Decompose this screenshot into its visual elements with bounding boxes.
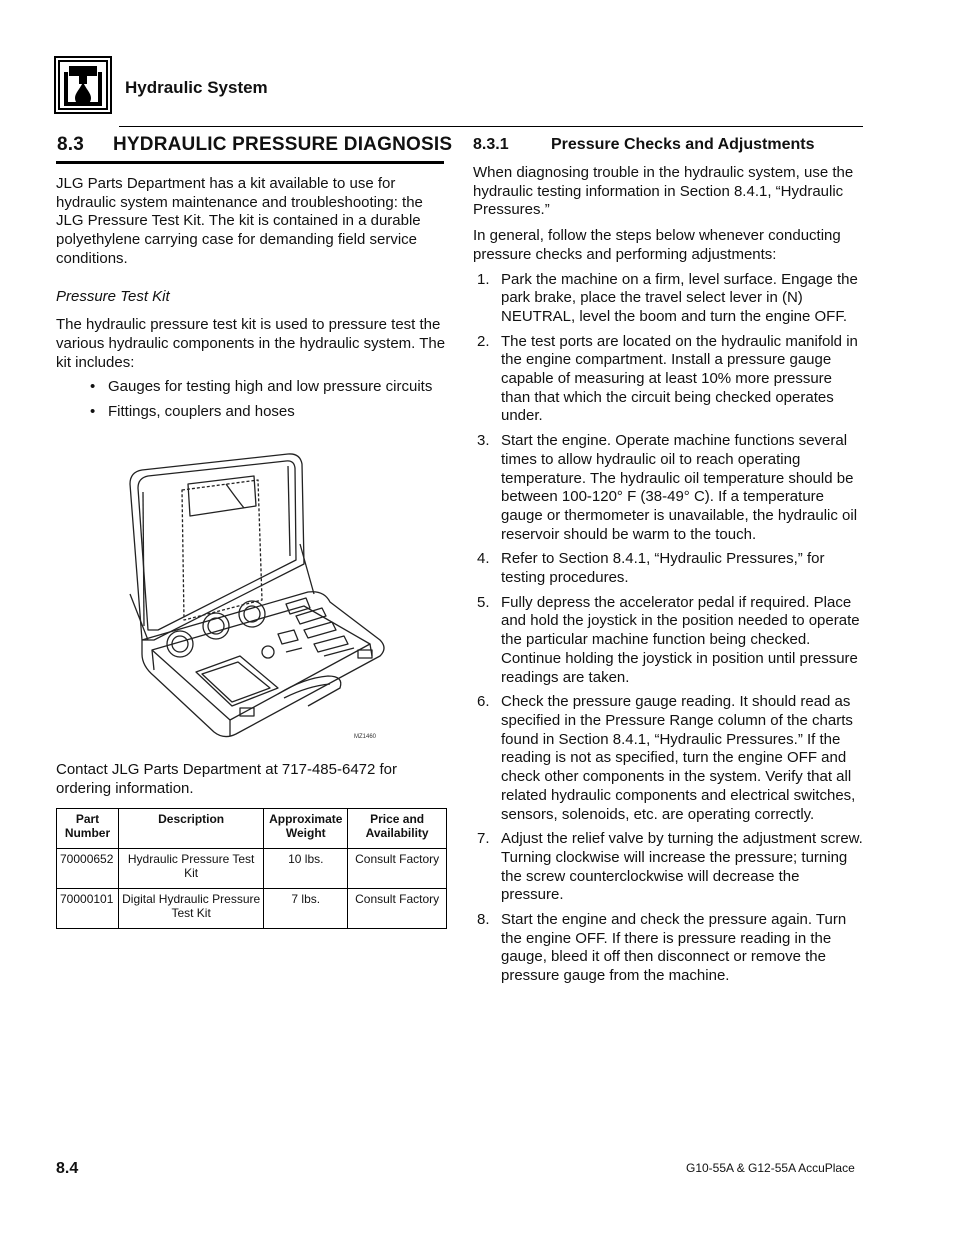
parts-table <box>56 808 447 929</box>
table-cell: Consult Factory <box>348 889 447 929</box>
column-header: Price and Availability <box>348 809 447 849</box>
list-item <box>473 550 863 587</box>
step-number: 7. <box>477 830 490 848</box>
step-text: Adjust the relief valve by turning the adjustment screw. Turning clockwise will increase the pressure; turning the screw counterclockwise will decrease the pressure. <box>501 830 863 904</box>
subsection-number: 8.3.1 <box>473 136 509 153</box>
document-title: G10-55A & G12-55A AccuPlace <box>686 1161 855 1175</box>
list-item <box>473 333 863 427</box>
table-row <box>57 889 447 929</box>
column-header: Description <box>118 809 263 849</box>
table-cell: 7 lbs. <box>264 889 348 929</box>
hydraulic-cylinder-oil-drop-icon <box>56 58 110 112</box>
step-number: 2. <box>477 332 490 350</box>
table-cell: 70000101 <box>57 889 119 929</box>
pressure-test-kit-figure <box>118 444 390 746</box>
header-title: Hydraulic System <box>125 78 268 97</box>
step-number: 6. <box>477 693 490 711</box>
procedure-steps-list <box>473 271 863 986</box>
table-cell: 70000652 <box>57 849 119 889</box>
table-cell: Hydraulic Pressure Test Kit <box>118 849 263 889</box>
page-number: 8.4 <box>56 1160 79 1177</box>
subsection-title: Pressure Checks and Adjustments <box>551 136 815 153</box>
list-item <box>473 594 863 688</box>
step-number: 1. <box>477 270 490 288</box>
step-text: Start the engine. Operate machine functions several times to allow hydraulic oil to reach operating temperature. The hydraulic oil temperature should be between 100-120° F (38-49° C). If a temperature gauge or thermometer is unavailable, the hydraulic oil reservoir should be warm to the touch. <box>501 432 858 543</box>
subsection-paragraph: In general, follow the steps below whenever conducting pressure checks and performing adjustments: <box>473 227 841 263</box>
kit-heading: Pressure Test Kit <box>56 287 170 305</box>
list-item <box>473 432 863 544</box>
step-text: The test ports are located on the hydraulic manifold in the engine compartment. Install a pressure gauge capable of measuring at least 10% more pressure than that which the circuit being checked operates under. <box>501 332 858 425</box>
step-number: 5. <box>477 593 490 611</box>
column-header: Approximate Weight <box>264 809 348 849</box>
left-column <box>56 175 448 428</box>
table-header-row <box>57 809 447 849</box>
intro-paragraph: JLG Parts Department has a kit available to use for hydraulic system maintenance and troubleshooting: the JLG Pressure Test Kit. The kit is contained in a durable polyethylene carrying case for demanding field service conditions. <box>56 175 423 267</box>
list-item: • Gauges for testing high and low pressure circuits <box>90 378 448 397</box>
figure-label: MZ1460 <box>354 734 377 740</box>
kit-items-list <box>90 378 448 421</box>
header-divider <box>119 126 863 127</box>
step-number: 4. <box>477 550 490 568</box>
table-cell: Digital Hydraulic Pressure Test Kit <box>118 889 263 929</box>
step-text: Start the engine and check the pressure again. Turn the engine OFF. If there is pressure reading in the gauge, bleed it off then disconnect or remove the pressure gauge from the machine. <box>501 911 847 985</box>
step-number: 8. <box>477 911 490 929</box>
right-column <box>473 164 863 992</box>
section-heading-rule <box>56 161 444 164</box>
table-row <box>57 849 447 889</box>
list-item <box>473 830 863 905</box>
step-text: Check the pressure gauge reading. It should read as specified in the Pressure Range column of the charts found in Section 8.4.1, “Hydraulic Pressures.” If the reading is not as specified, turn the engine OFF and check other components in the system. Verify that all related hydraulic components and electrical switches, sensors, solenoids, etc. are operating correctly. <box>501 693 856 823</box>
subsection-paragraph: When diagnosing trouble in the hydraulic system, use the hydraulic testing information in Section 8.4.1, “Hydraulic Pressures.” <box>473 164 854 219</box>
kit-description: The hydraulic pressure test kit is used to pressure test the various hydraulic components in the hydraulic system. The kit includes: <box>56 316 446 371</box>
list-item <box>473 911 863 986</box>
section-title: HYDRAULIC PRESSURE DIAGNOSIS <box>113 134 453 155</box>
section-number: 8.3 <box>57 134 85 155</box>
step-text: Refer to Section 8.4.1, “Hydraulic Pressures,” for testing procedures. <box>501 550 825 587</box>
column-header: Part Number <box>57 809 119 849</box>
table-cell: 10 lbs. <box>264 849 348 889</box>
section-heading <box>57 134 452 156</box>
table-cell: Consult Factory <box>348 849 447 889</box>
step-text: Park the machine on a firm, level surface. Engage the park brake, place the travel select lever in (N) NEUTRAL, level the boom and turn the engine OFF. <box>501 270 858 325</box>
hydraulic-system-logo <box>54 56 112 114</box>
subsection-heading <box>473 136 815 154</box>
list-item <box>473 271 863 327</box>
list-item <box>473 693 863 824</box>
contact-paragraph: Contact JLG Parts Department at 717-485-6472 for ordering information. <box>56 761 398 797</box>
step-number: 3. <box>477 432 490 450</box>
step-text: Fully depress the accelerator pedal if required. Place and hold the joystick in the position needed to operate the particular machine function being checked. Continue holding the joystick in position until pressure readings are taken. <box>501 593 860 686</box>
test-kit-case-illustration <box>118 444 390 746</box>
list-item: • Fittings, couplers and hoses <box>90 403 448 422</box>
